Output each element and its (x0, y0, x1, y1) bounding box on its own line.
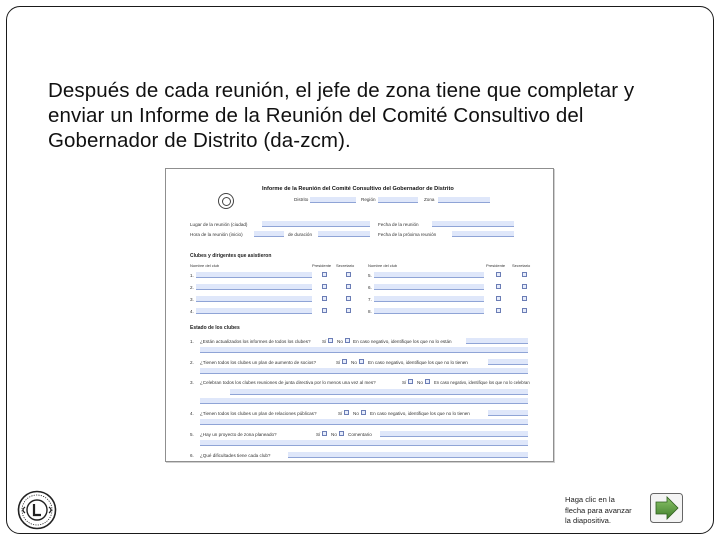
form-question-follow: En caso negativo, identifique los que no lo están (353, 339, 452, 344)
form-col-secretary: Secretario (336, 263, 355, 268)
form-label-region: Región (361, 197, 376, 202)
form-checkbox (346, 296, 351, 301)
form-field-duration (318, 231, 370, 237)
form-checkbox-no (425, 379, 430, 384)
form-field-place (262, 221, 370, 227)
form-checkbox (322, 308, 327, 313)
form-col-club-2: Nombre del club (368, 263, 398, 268)
form-checkbox (346, 308, 351, 313)
form-field-club-row (196, 284, 312, 290)
lions-emblem-icon (17, 490, 57, 530)
next-arrow-icon[interactable] (650, 493, 683, 523)
form-question-follow: En caso negativo, identifique los que no lo tienen (370, 411, 470, 416)
form-field-next-date (452, 231, 514, 237)
form-label-date: Fecha de la reunión (378, 222, 419, 227)
form-label-time: Hora de la reunión (inicio) (190, 232, 243, 237)
form-field-answer (380, 431, 528, 437)
form-question-num: 5. (190, 432, 194, 437)
form-question-num: 6. (190, 453, 194, 458)
form-label-district: Distrito (294, 197, 309, 202)
form-checkbox-no (361, 410, 366, 415)
form-question-num: 1. (190, 339, 194, 344)
form-field-club-row (374, 272, 484, 278)
form-checkbox-yes (322, 431, 327, 436)
form-checkbox-no (339, 431, 344, 436)
form-col-president: Presidente (312, 263, 332, 268)
form-label-zone: Zona (424, 197, 435, 202)
form-checkbox (522, 296, 527, 301)
slide-body-text: Después de cada reunión, el jefe de zona tiene que completar y enviar un Informe de la Reunión del Comité Consultivo del Gobernador de Distrito (da-zcm). (48, 79, 635, 152)
form-question-text: ¿Hay un proyecto de zona planeado? (200, 432, 277, 437)
form-section-status: Estado de los clubes (190, 325, 240, 331)
form-row-num: 5. (368, 273, 372, 278)
form-question-text: ¿Celebran todos los clubes reuniones de junta directiva por lo menos una vez al mes? (200, 380, 376, 385)
form-yes-label: Sí (402, 380, 407, 385)
form-col-secretary-2: Secretario (512, 263, 531, 268)
form-label-duration: de duración (288, 232, 313, 237)
form-checkbox (496, 296, 501, 301)
form-no-label: No (337, 339, 343, 344)
form-field-region (378, 197, 418, 203)
form-checkbox (522, 284, 527, 289)
form-question-follow: En caso negativo, identifique los que no lo tienen (368, 360, 468, 365)
form-checkbox-no (359, 359, 364, 364)
form-col-president-2: Presidente (486, 263, 506, 268)
form-row-num: 2. (190, 285, 194, 290)
form-row-num: 7. (368, 297, 372, 302)
form-field-club-row (196, 308, 312, 314)
form-field-club-row (374, 284, 484, 290)
form-question-text: ¿Tienen todos los clubes un plan de aumento de socios? (200, 360, 317, 365)
form-question-num: 2. (190, 360, 194, 365)
form-checkbox (496, 284, 501, 289)
form-checkbox (496, 272, 501, 277)
form-row-num: 1. (190, 273, 194, 278)
form-field-answer (466, 338, 528, 344)
form-yes-label: Sí (336, 360, 341, 365)
form-row-num: 3. (190, 297, 194, 302)
form-no-label: No (353, 411, 359, 416)
form-question-follow: En caso negativo, identifique los que no lo celebran (434, 380, 530, 385)
form-field-answer (288, 452, 528, 458)
form-checkbox (346, 272, 351, 277)
form-checkbox (322, 296, 327, 301)
form-label-place: Lugar de la reunión (ciudad) (190, 222, 248, 227)
form-no-label: No (417, 380, 423, 385)
form-checkbox-yes (344, 410, 349, 415)
form-da-zcm-image (165, 168, 554, 462)
form-question-num: 3. (190, 380, 194, 385)
form-lions-emblem-icon (218, 193, 234, 209)
form-no-label: No (351, 360, 357, 365)
form-checkbox (496, 308, 501, 313)
form-field-club-row (374, 296, 484, 302)
form-field-answer (200, 440, 528, 446)
form-field-answer (230, 389, 528, 395)
form-checkbox (322, 284, 327, 289)
form-row-num: 6. (368, 285, 372, 290)
form-field-answer (200, 347, 528, 353)
form-field-answer (488, 359, 528, 365)
form-field-answer (200, 368, 528, 374)
form-label-next-date: Fecha de la próxima reunión (378, 232, 437, 237)
form-checkbox (322, 272, 327, 277)
form-yes-label: Sí (338, 411, 343, 416)
form-checkbox-yes (342, 359, 347, 364)
form-question-follow: Comentario (348, 432, 372, 437)
form-title: Informe de la Reunión del Comité Consultivo del Gobernador de Distrito (262, 186, 454, 192)
form-yes-label: Sí (322, 339, 327, 344)
form-field-club-row (374, 308, 484, 314)
form-checkbox (522, 308, 527, 313)
form-no-label: No (331, 432, 337, 437)
form-checkbox (346, 284, 351, 289)
form-field-district (310, 197, 356, 203)
form-row-num: 8. (368, 309, 372, 314)
form-checkbox-yes (408, 379, 413, 384)
form-field-zone (438, 197, 490, 203)
advance-hint-text: Haga clic en la flecha para avanzar la diapositiva. (565, 495, 632, 525)
form-field-date (432, 221, 514, 227)
form-field-time (254, 231, 284, 237)
form-field-answer (200, 419, 528, 425)
form-checkbox-no (345, 338, 350, 343)
form-field-club-row (196, 296, 312, 302)
form-question-text: ¿Están actualizados los informes de todos los clubes? (200, 339, 311, 344)
form-col-club: Nombre del club (190, 263, 220, 268)
form-checkbox (522, 272, 527, 277)
form-field-club-row (196, 272, 312, 278)
form-question-text: ¿Tienen todos los clubes un plan de relaciones públicas? (200, 411, 317, 416)
form-section-attendance: Clubes y dirigentes que asistieron (190, 253, 272, 259)
form-field-answer (200, 398, 528, 404)
form-field-answer (488, 410, 528, 416)
form-question-num: 4. (190, 411, 194, 416)
form-row-num: 4. (190, 309, 194, 314)
form-question-text: ¿Qué dificultades tiene cada club? (200, 453, 271, 458)
form-checkbox-yes (328, 338, 333, 343)
form-yes-label: Sí (316, 432, 321, 437)
